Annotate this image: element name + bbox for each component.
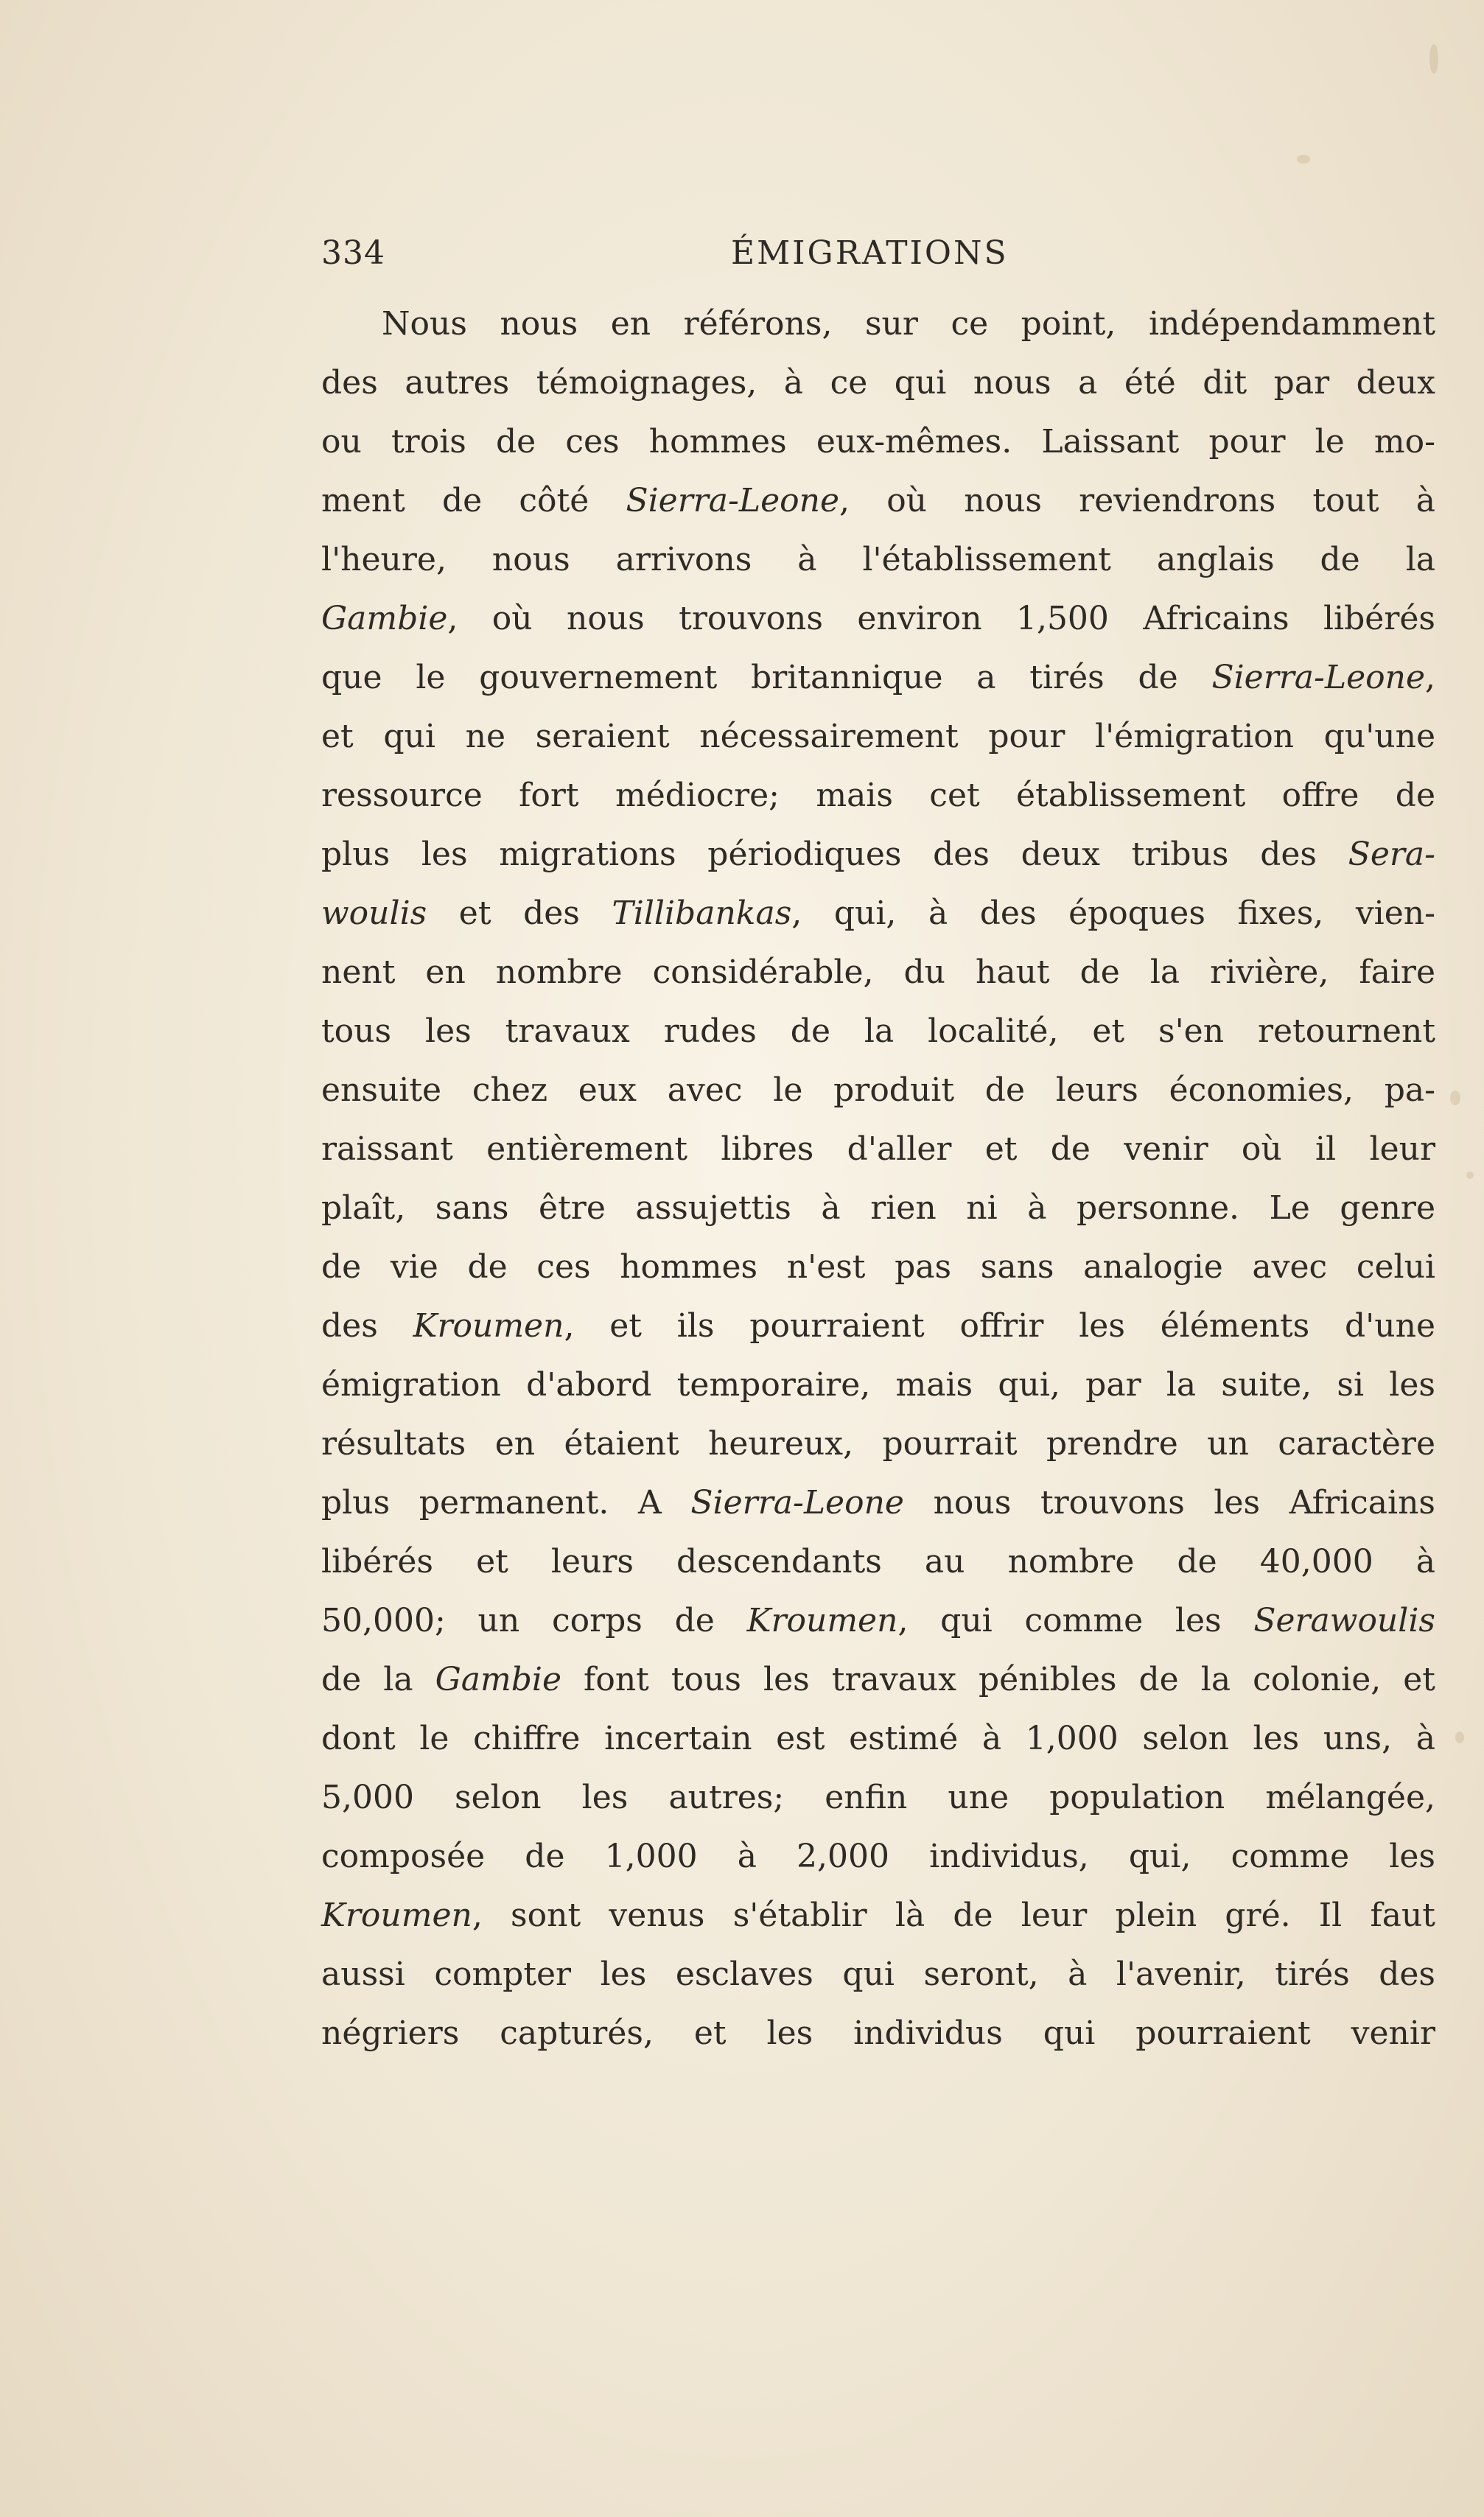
text-line [321, 1474, 1435, 1533]
text-segment: , où nous reviendrons tout à [839, 482, 1435, 519]
text-segment: des [321, 1307, 413, 1345]
text-line [321, 1768, 1435, 1827]
text-line [321, 1650, 1435, 1709]
italic-text: Gambie [435, 1661, 561, 1698]
text-line [321, 648, 1435, 707]
body-text [321, 295, 1435, 2063]
text-line [321, 1945, 1435, 2004]
text-line [321, 1827, 1435, 1886]
text-segment: de vie de ces hommes n'est pas sans analogie avec celui [321, 1248, 1435, 1286]
paper-stain [1455, 1732, 1464, 1743]
text-segment: , qui, à des époques fixes, vien- [791, 895, 1435, 932]
text-segment: libérés et leurs descendants au nombre de 40,000 à [321, 1543, 1435, 1580]
text-segment: ressource fort médiocre; mais cet établissement offre de [321, 777, 1435, 814]
text-line [321, 1120, 1435, 1179]
text-segment: l'heure, nous arrivons à l'établissement anglais de la [321, 541, 1435, 578]
text-segment: dont le chiffre incertain est estimé à 1,000 selon les uns, à [321, 1720, 1435, 1757]
text-line [321, 295, 1435, 354]
text-segment: plaît, sans être assujettis à rien ni à personne. Le genre [321, 1189, 1435, 1227]
text-line [321, 1415, 1435, 1474]
text-line [321, 1592, 1435, 1650]
text-line [321, 1179, 1435, 1238]
text-segment: , et ils pourraient offrir les éléments d'une [564, 1307, 1435, 1345]
text-segment: des autres témoignages, à ce qui nous a été dit par deux [321, 364, 1435, 402]
text-segment: négriers capturés, et les individus qui pourraient venir [321, 2014, 1435, 2052]
paper-stain [1466, 1172, 1474, 1179]
text-line [321, 1356, 1435, 1415]
text-line [321, 766, 1435, 825]
text-line [321, 1061, 1435, 1120]
paper-stain [1297, 155, 1310, 164]
page-number: 334 [321, 234, 385, 272]
italic-text: Serawoulis [1253, 1602, 1435, 1639]
text-line [321, 1297, 1435, 1356]
text-line [321, 472, 1435, 531]
text-segment: 5,000 selon les autres; enfin une population mélangée, [321, 1779, 1435, 1816]
text-segment: tous les travaux rudes de la localité, et s'en retournent [321, 1012, 1435, 1050]
text-segment: font tous les travaux pénibles de la colonie, et [561, 1661, 1436, 1698]
text-segment: et qui ne seraient nécessairement pour l'émigration qu'une [321, 718, 1435, 755]
text-line [321, 413, 1435, 472]
text-segment: ou trois de ces hommes eux-mêmes. Laissant pour le mo- [321, 423, 1435, 461]
text-line [321, 1709, 1435, 1768]
text-segment: , [1425, 659, 1435, 696]
italic-text: Sera- [1348, 836, 1435, 873]
text-segment: émigration d'abord temporaire, mais qui, par la suite, si les [321, 1366, 1435, 1404]
text-segment: de la [321, 1661, 435, 1698]
text-line [321, 825, 1435, 884]
text-segment: ensuite chez eux avec le produit de leurs économies, pa- [321, 1071, 1435, 1109]
text-segment: ment de côté [321, 482, 626, 519]
text-segment: que le gouvernement britannique a tirés de [321, 659, 1212, 696]
running-head: ÉMIGRATIONS [731, 234, 1009, 272]
text-line [321, 2004, 1435, 2063]
text-segment: Nous nous en référons, sur ce point, indépendamment [382, 305, 1435, 343]
text-line [321, 354, 1435, 413]
text-segment: plus les migrations périodiques des deux tribus des [321, 836, 1348, 873]
page-header [321, 234, 1435, 293]
text-segment: 50,000; un corps de [321, 1602, 747, 1639]
italic-text: Sierra-Leone [626, 482, 839, 519]
italic-text: Kroumen [321, 1897, 472, 1934]
paper-stain [1450, 1091, 1460, 1105]
text-segment: résultats en étaient heureux, pourrait prendre un caractère [321, 1425, 1435, 1463]
text-line [321, 1238, 1435, 1297]
text-segment: composée de 1,000 à 2,000 individus, qui, comme les [321, 1838, 1435, 1875]
text-segment: aussi compter les esclaves qui seront, à l'avenir, tirés des [321, 1956, 1435, 1993]
text-line [321, 943, 1435, 1002]
text-segment: nent en nombre considérable, du haut de la rivière, faire [321, 953, 1435, 991]
italic-text: woulis [321, 895, 427, 932]
text-line [321, 707, 1435, 766]
paper-stain [1429, 44, 1438, 74]
text-line [321, 1886, 1435, 1945]
text-segment: , qui comme les [897, 1602, 1254, 1639]
text-line [321, 1002, 1435, 1061]
text-line [321, 589, 1435, 648]
italic-text: Kroumen [746, 1602, 898, 1639]
text-segment: raissant entièrement libres d'aller et de venir où il leur [321, 1130, 1435, 1168]
text-line [321, 531, 1435, 589]
text-segment: nous trouvons les Africains [903, 1484, 1435, 1522]
text-segment: , où nous trouvons environ 1,500 Africains libérés [447, 600, 1435, 637]
text-segment: , sont venus s'établir là de leur plein gré. Il faut [472, 1897, 1435, 1934]
italic-text: Sierra-Leone [690, 1484, 904, 1522]
text-segment: et des [427, 895, 612, 932]
text-line [321, 1533, 1435, 1592]
italic-text: Gambie [321, 600, 448, 637]
text-segment: plus permanent. A [321, 1484, 691, 1522]
italic-text: Sierra-Leone [1211, 659, 1425, 696]
text-line [321, 884, 1435, 943]
italic-text: Kroumen [413, 1307, 564, 1345]
italic-text: Tillibankas [612, 895, 792, 932]
